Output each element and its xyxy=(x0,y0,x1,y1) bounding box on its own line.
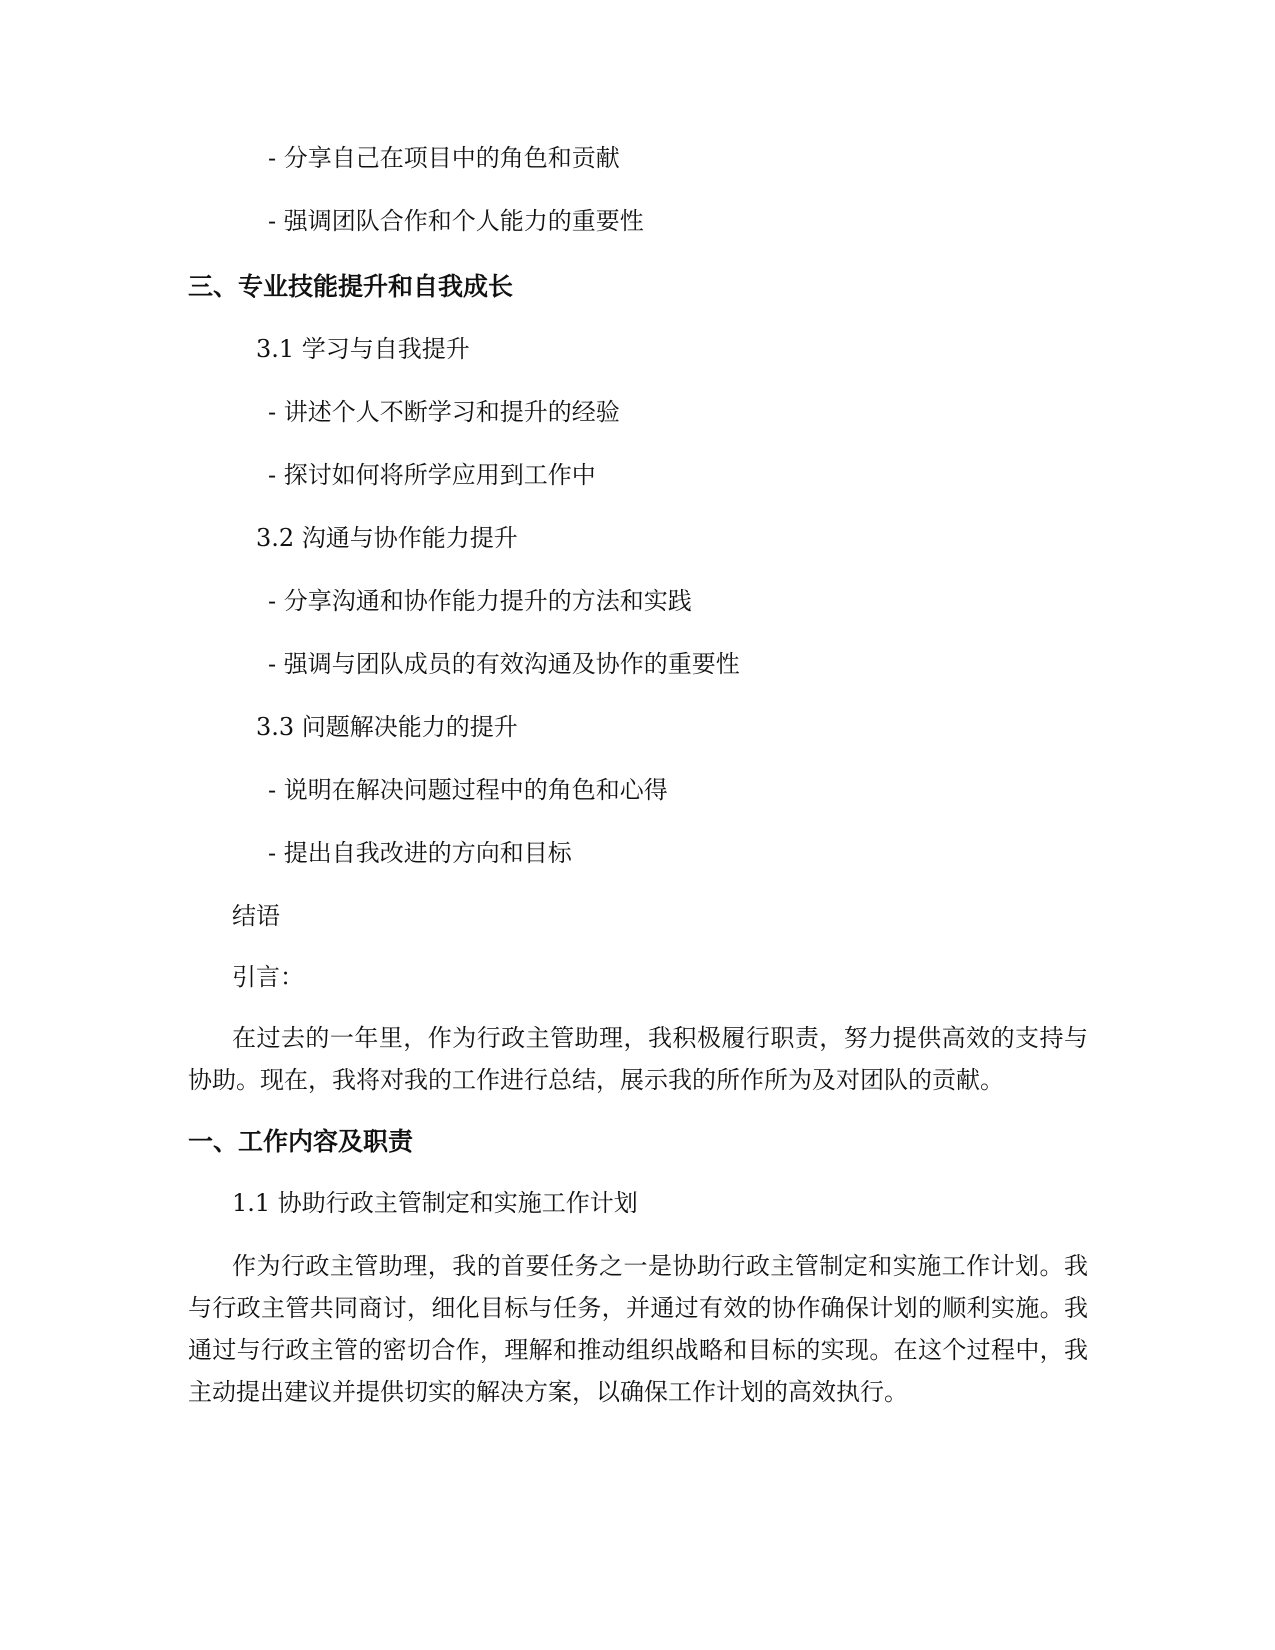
bullet-self-improvement: - 提出自我改进的方向和目标 xyxy=(268,839,572,867)
bullet-communication-methods: - 分享沟通和协作能力提升的方法和实践 xyxy=(268,587,692,615)
section-1-heading: 一、工作内容及职责 xyxy=(188,1127,414,1156)
conclusion-label: 结语 xyxy=(232,902,280,930)
bullet-role-contribution: - 分享自己在项目中的角色和贡献 xyxy=(268,144,620,172)
bullet-communication-importance: - 强调与团队成员的有效沟通及协作的重要性 xyxy=(268,650,740,678)
intro-label: 引言： xyxy=(232,963,304,991)
subsection-3-3-title: 3.3 问题解决能力的提升 xyxy=(256,713,518,741)
bullet-teamwork-importance: - 强调团队合作和个人能力的重要性 xyxy=(268,207,644,235)
subsection-1-1-paragraph: 作为行政主管助理，我的首要任务之一是协助行政主管制定和实施工作计划。我与行政主管共同商讨，细化目标与任务，并通过有效的协作确保计划的顺利实施。我通过与行政主管的密切合作，理解和推动组织战略和目标的实现。在这个过程中，我主动提出建议并提供切实的解决方案，以确保工作计划的高效执行。 xyxy=(188,1252,1088,1406)
subsection-1-1-title: 1.1 协助行政主管制定和实施工作计划 xyxy=(232,1189,638,1217)
bullet-learning-experience: - 讲述个人不断学习和提升的经验 xyxy=(268,398,620,426)
subsection-3-1-title: 3.1 学习与自我提升 xyxy=(256,335,470,363)
intro-paragraph: 在过去的一年里，作为行政主管助理，我积极履行职责，努力提供高效的支持与协助。现在，我将对我的工作进行总结，展示我的所作所为及对团队的贡献。 xyxy=(188,1024,1088,1094)
bullet-problem-solving-role: - 说明在解决问题过程中的角色和心得 xyxy=(268,776,668,804)
section-3-heading: 三、专业技能提升和自我成长 xyxy=(188,272,514,301)
bullet-apply-learning: - 探讨如何将所学应用到工作中 xyxy=(268,461,596,489)
subsection-3-2-title: 3.2 沟通与协作能力提升 xyxy=(256,524,518,552)
